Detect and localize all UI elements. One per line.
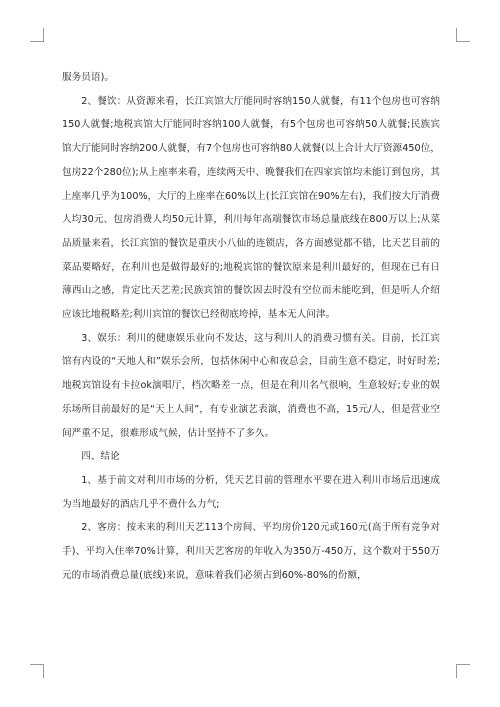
- section-heading-conclusion: 四、结论: [81, 451, 120, 463]
- document-body: [62, 66, 440, 587]
- paragraph-conclusion-1: 1、基于前文对利川市场的分析，凭天艺目前的管理水平要在进入利川市场后迅速成为当地最好的酒店几乎不费什么力气;: [62, 474, 440, 510]
- crop-mark-bottom-right: [456, 664, 470, 678]
- crop-mark-top-right: [456, 28, 470, 42]
- paragraph-continuation: 服务员语)。: [62, 72, 115, 83]
- crop-mark-top-left: [30, 28, 44, 42]
- crop-mark-bottom-left: [30, 664, 44, 678]
- paragraph-conclusion-2: 2、客房：按未来的利川天艺113个房间、平均房价120元或160元(高于所有竞争对手)、平均入住率70%计算，利川天艺客房的年收入为350万-450万，这个数对于550万元的市场消费总量(底线)来说，意味着我们必须占到60%-80%的份额，: [62, 522, 440, 581]
- paragraph-entertainment: 3、娱乐：利川的健康娱乐业向不发达，这与利川人的消费习惯有关。目前，长江宾馆有内设的“天地人和”娱乐会所，包括休闲中心和夜总会，目前生意不稳定，时好时差;地税宾馆设有卡拉ok演唱厅，档次略差一点，但是在利川名气很响，生意较好;专业的娱乐场所目前最好的是“天上人间”，有专业演艺表演，消费也不高，15元/人，但是营业空间严重不足，很难形成气候，估计坚持不了多久。: [62, 332, 440, 439]
- paragraph-catering: 2、餐饮：从资源来看，长江宾馆大厅能同时容纳150人就餐，有11个包房也可容纳150人就餐;地税宾馆大厅能同时容纳100人就餐，有5个包房也可容纳50人就餐;民族宾馆大厅能同时容纳200人就餐，有7个包房也可容纳80人就餐(以上合计大厅资源450位，包房22个280位);从上座率来看，连续两天中、晚餐我们在四家宾馆均未能订到包房，其上座率几乎为100%，大厅的上座率在60%以上(长江宾馆在90%左右)，我们按大厅消费人均30元、包房消费人均50元计算，利川每年高端餐饮市场总量底线在800万以上;从菜品质量来看，长江宾馆的餐饮是重庆小八仙的连锁店，各方面感觉都不错，比天艺目前的菜品要略好，在利川也是做得最好的;地税宾馆的餐饮原来是利川最好的，但现在已有日薄西山之感，肯定比天艺差;民族宾馆的餐饮因去时没有空位而未能吃到，但是听人介绍应该比地税略差;利川宾馆的餐饮已经彻底垮掉，基本无人问津。: [62, 95, 440, 321]
